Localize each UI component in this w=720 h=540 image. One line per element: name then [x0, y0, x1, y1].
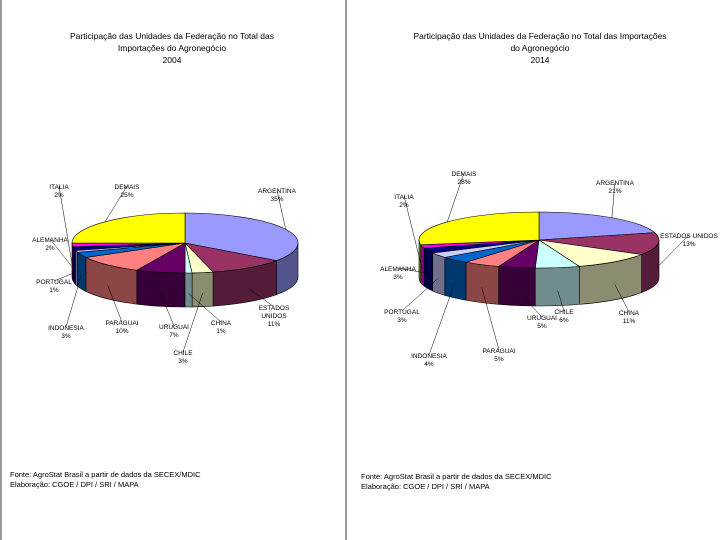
slice-percent-portugal: 3%: [397, 317, 407, 324]
slice-label-uruguai: URUGUAI: [159, 324, 189, 331]
slice-label-estados-unidos: UNIDOS: [261, 313, 287, 320]
slice-label-alemanha: ALEMANHA: [380, 266, 416, 273]
pie-side-paraguai: [466, 262, 499, 304]
chart-footer: [10, 470, 201, 490]
slice-label-china: CHINA: [210, 320, 232, 327]
slice-label-china: CHINA: [618, 310, 640, 317]
chart-panel-2004: [0, 0, 342, 540]
chart-panel-2014: [345, 0, 720, 540]
credits-note: Elaboração: CGOE / DPI / SRI / MAPA: [10, 480, 139, 489]
pie-chart-2004: [2, 0, 342, 420]
slice-percent-china: 11%: [622, 318, 636, 325]
slice-percent-alemanha: 3%: [393, 274, 403, 281]
slice-percent-uruguai: 7%: [169, 332, 179, 339]
slice-percent-demais: 25%: [120, 192, 134, 199]
chart-title-line: Importações do Agronegócio: [117, 43, 227, 53]
pie-side-chile: [192, 272, 213, 307]
slice-percent-china: 1%: [216, 328, 226, 335]
slice-label-italia: ITALIA: [49, 184, 69, 191]
slice-label-argentina: ARGENTINA: [258, 188, 296, 195]
slice-percent-portugal: 1%: [49, 287, 59, 294]
slice-percent-paraguai: 5%: [494, 356, 504, 363]
pie-side-chile: [535, 266, 579, 306]
slice-percent-chile: 3%: [178, 358, 188, 365]
slice-label-estados-unidos: ESTADOS UNIDOS: [660, 233, 718, 240]
chart-title-line: Participação das Unidades da Federação no Total das: [70, 31, 274, 41]
slice-label-italia: ITALIA: [394, 194, 414, 201]
pie-side-uruguai: [499, 266, 536, 306]
slice-label-demais: DEMAIS: [451, 171, 477, 178]
slice-label-paraguai: PARAGUAI: [105, 320, 139, 327]
slice-label-portugal: PORTUGAL: [36, 279, 72, 286]
slice-percent-paraguai: 10%: [115, 328, 129, 335]
pie-slice-demais: [72, 213, 185, 243]
leader-line-portugal: [402, 278, 438, 311]
source-note: Fonte: AgroStat Brasil a partir de dados da SECEX/MDIC: [361, 472, 552, 481]
slice-label-chile: CHILE: [554, 309, 574, 316]
slice-label-uruguai: URUGUAI: [527, 315, 557, 322]
slice-percent-alemanha: 2%: [45, 245, 55, 252]
slice-percent-argentina: 21%: [608, 188, 622, 195]
slice-percent-indonesia: 3%: [61, 333, 71, 340]
slice-percent-uruguai: 5%: [537, 323, 547, 330]
pie-side-indonesia: [445, 257, 466, 300]
slice-label-portugal: PORTUGAL: [384, 309, 420, 316]
slice-label-chile: CHILE: [173, 350, 193, 357]
pie-side-alemanha: [73, 247, 76, 285]
chart-footer: [361, 472, 552, 492]
slice-label-estados-unidos: ESTADOS: [258, 305, 290, 312]
credits-note: Elaboração: CGOE / DPI / SRI / MAPA: [361, 482, 490, 491]
pie-chart-2014: [347, 0, 720, 420]
chart-title-line: 2004: [162, 55, 182, 65]
pie-side-indonesia: [78, 252, 86, 291]
slice-label-indonesia: INDONESIA: [48, 325, 84, 332]
pie-side-uruguai: [137, 270, 185, 307]
slice-percent-argentina: 35%: [270, 196, 284, 203]
slice-percent-demais: 28%: [457, 179, 471, 186]
slice-label-argentina: ARGENTINA: [596, 180, 634, 187]
slice-percent-italia: 2%: [54, 192, 64, 199]
slice-percent-estados-unidos: 11%: [267, 321, 281, 328]
slice-label-alemanha: ALEMANHA: [32, 237, 68, 244]
chart-title-line: Participação das Unidades da Federação no Total das Importações: [413, 31, 667, 41]
pie-slice-demais: [419, 212, 539, 245]
slice-label-demais: DEMAIS: [114, 184, 140, 191]
pie-side-china: [185, 273, 192, 307]
slice-percent-chile: 6%: [559, 317, 569, 324]
chart-title-line: 2014: [530, 55, 550, 65]
slice-percent-indonesia: 4%: [424, 361, 434, 368]
source-note: Fonte: AgroStat Brasil a partir de dados da SECEX/MDIC: [10, 470, 201, 479]
slice-percent-estados-unidos: 13%: [682, 241, 696, 248]
chart-title-line: do Agronegócio: [510, 43, 570, 53]
slice-label-paraguai: PARAGUAI: [482, 348, 516, 355]
pie-side-portugal: [433, 253, 445, 295]
slice-percent-italia: 2%: [399, 202, 409, 209]
slice-label-indonesia: INDONESIA: [411, 353, 447, 360]
